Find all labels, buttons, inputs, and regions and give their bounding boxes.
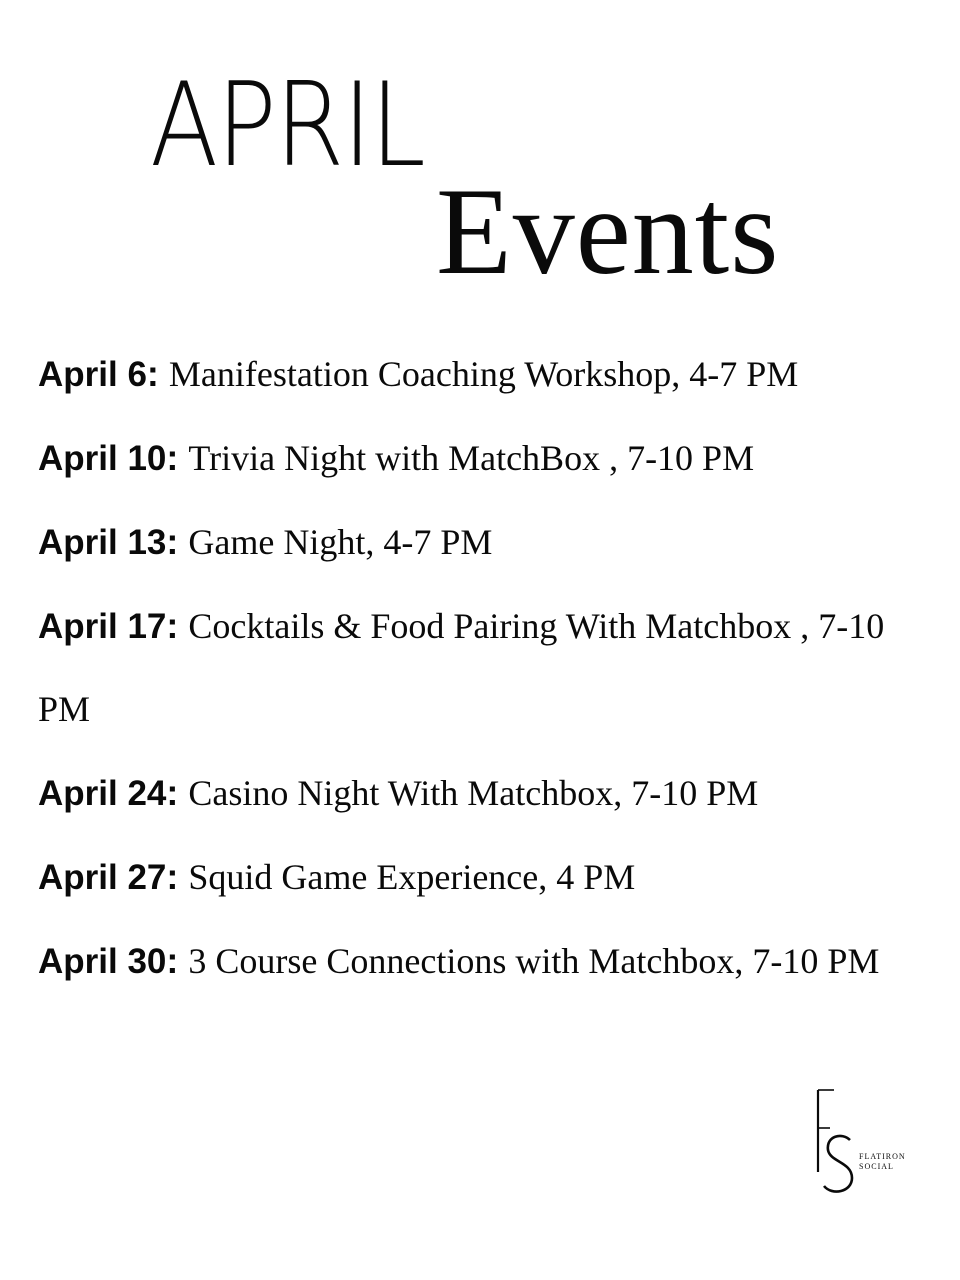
- event-separator: :: [166, 605, 189, 646]
- event-item: [38, 919, 928, 1003]
- event-date: April 13: [38, 523, 167, 562]
- event-description: 3 Course Connections with Matchbox, 7-10 PM: [188, 941, 880, 981]
- event-item: [38, 416, 928, 500]
- page-title-events: Events: [436, 163, 780, 300]
- event-list: [38, 332, 928, 1003]
- event-description: Game Night, 4-7 PM: [188, 522, 493, 562]
- event-separator: :: [166, 856, 189, 897]
- event-item: [38, 500, 928, 584]
- event-description: Trivia Night with MatchBox , 7-10 PM: [188, 438, 755, 478]
- event-description: Manifestation Coaching Workshop, 4-7 PM: [168, 354, 799, 394]
- logo-wordmark: [859, 1152, 906, 1172]
- event-date: April 27: [38, 858, 167, 897]
- page-title-april: APRIL: [150, 58, 425, 193]
- event-item: [38, 835, 928, 919]
- brand-logo: [812, 1088, 912, 1198]
- event-date: April 17: [38, 607, 167, 646]
- event-description: Casino Night With Matchbox, 7-10 PM: [188, 773, 759, 813]
- event-description: Squid Game Experience, 4 PM: [188, 857, 636, 897]
- event-date: April 30: [38, 942, 167, 981]
- event-separator: :: [166, 521, 189, 562]
- event-separator: :: [166, 940, 189, 981]
- event-separator: :: [146, 353, 169, 394]
- logo-line-flatiron: FLATIRON: [859, 1152, 906, 1161]
- event-separator: :: [166, 772, 189, 813]
- event-separator: :: [166, 437, 189, 478]
- event-date: April 10: [38, 439, 167, 478]
- monogram-fs-icon: [812, 1088, 860, 1198]
- event-item: [38, 584, 928, 751]
- event-date: April 6: [38, 355, 147, 394]
- event-item: [38, 332, 928, 416]
- event-item: [38, 751, 928, 835]
- event-description: Cocktails & Food Pairing With Matchbox , 7-10 PM: [38, 606, 885, 729]
- event-date: April 24: [38, 774, 167, 813]
- logo-line-social: SOCIAL: [859, 1162, 894, 1171]
